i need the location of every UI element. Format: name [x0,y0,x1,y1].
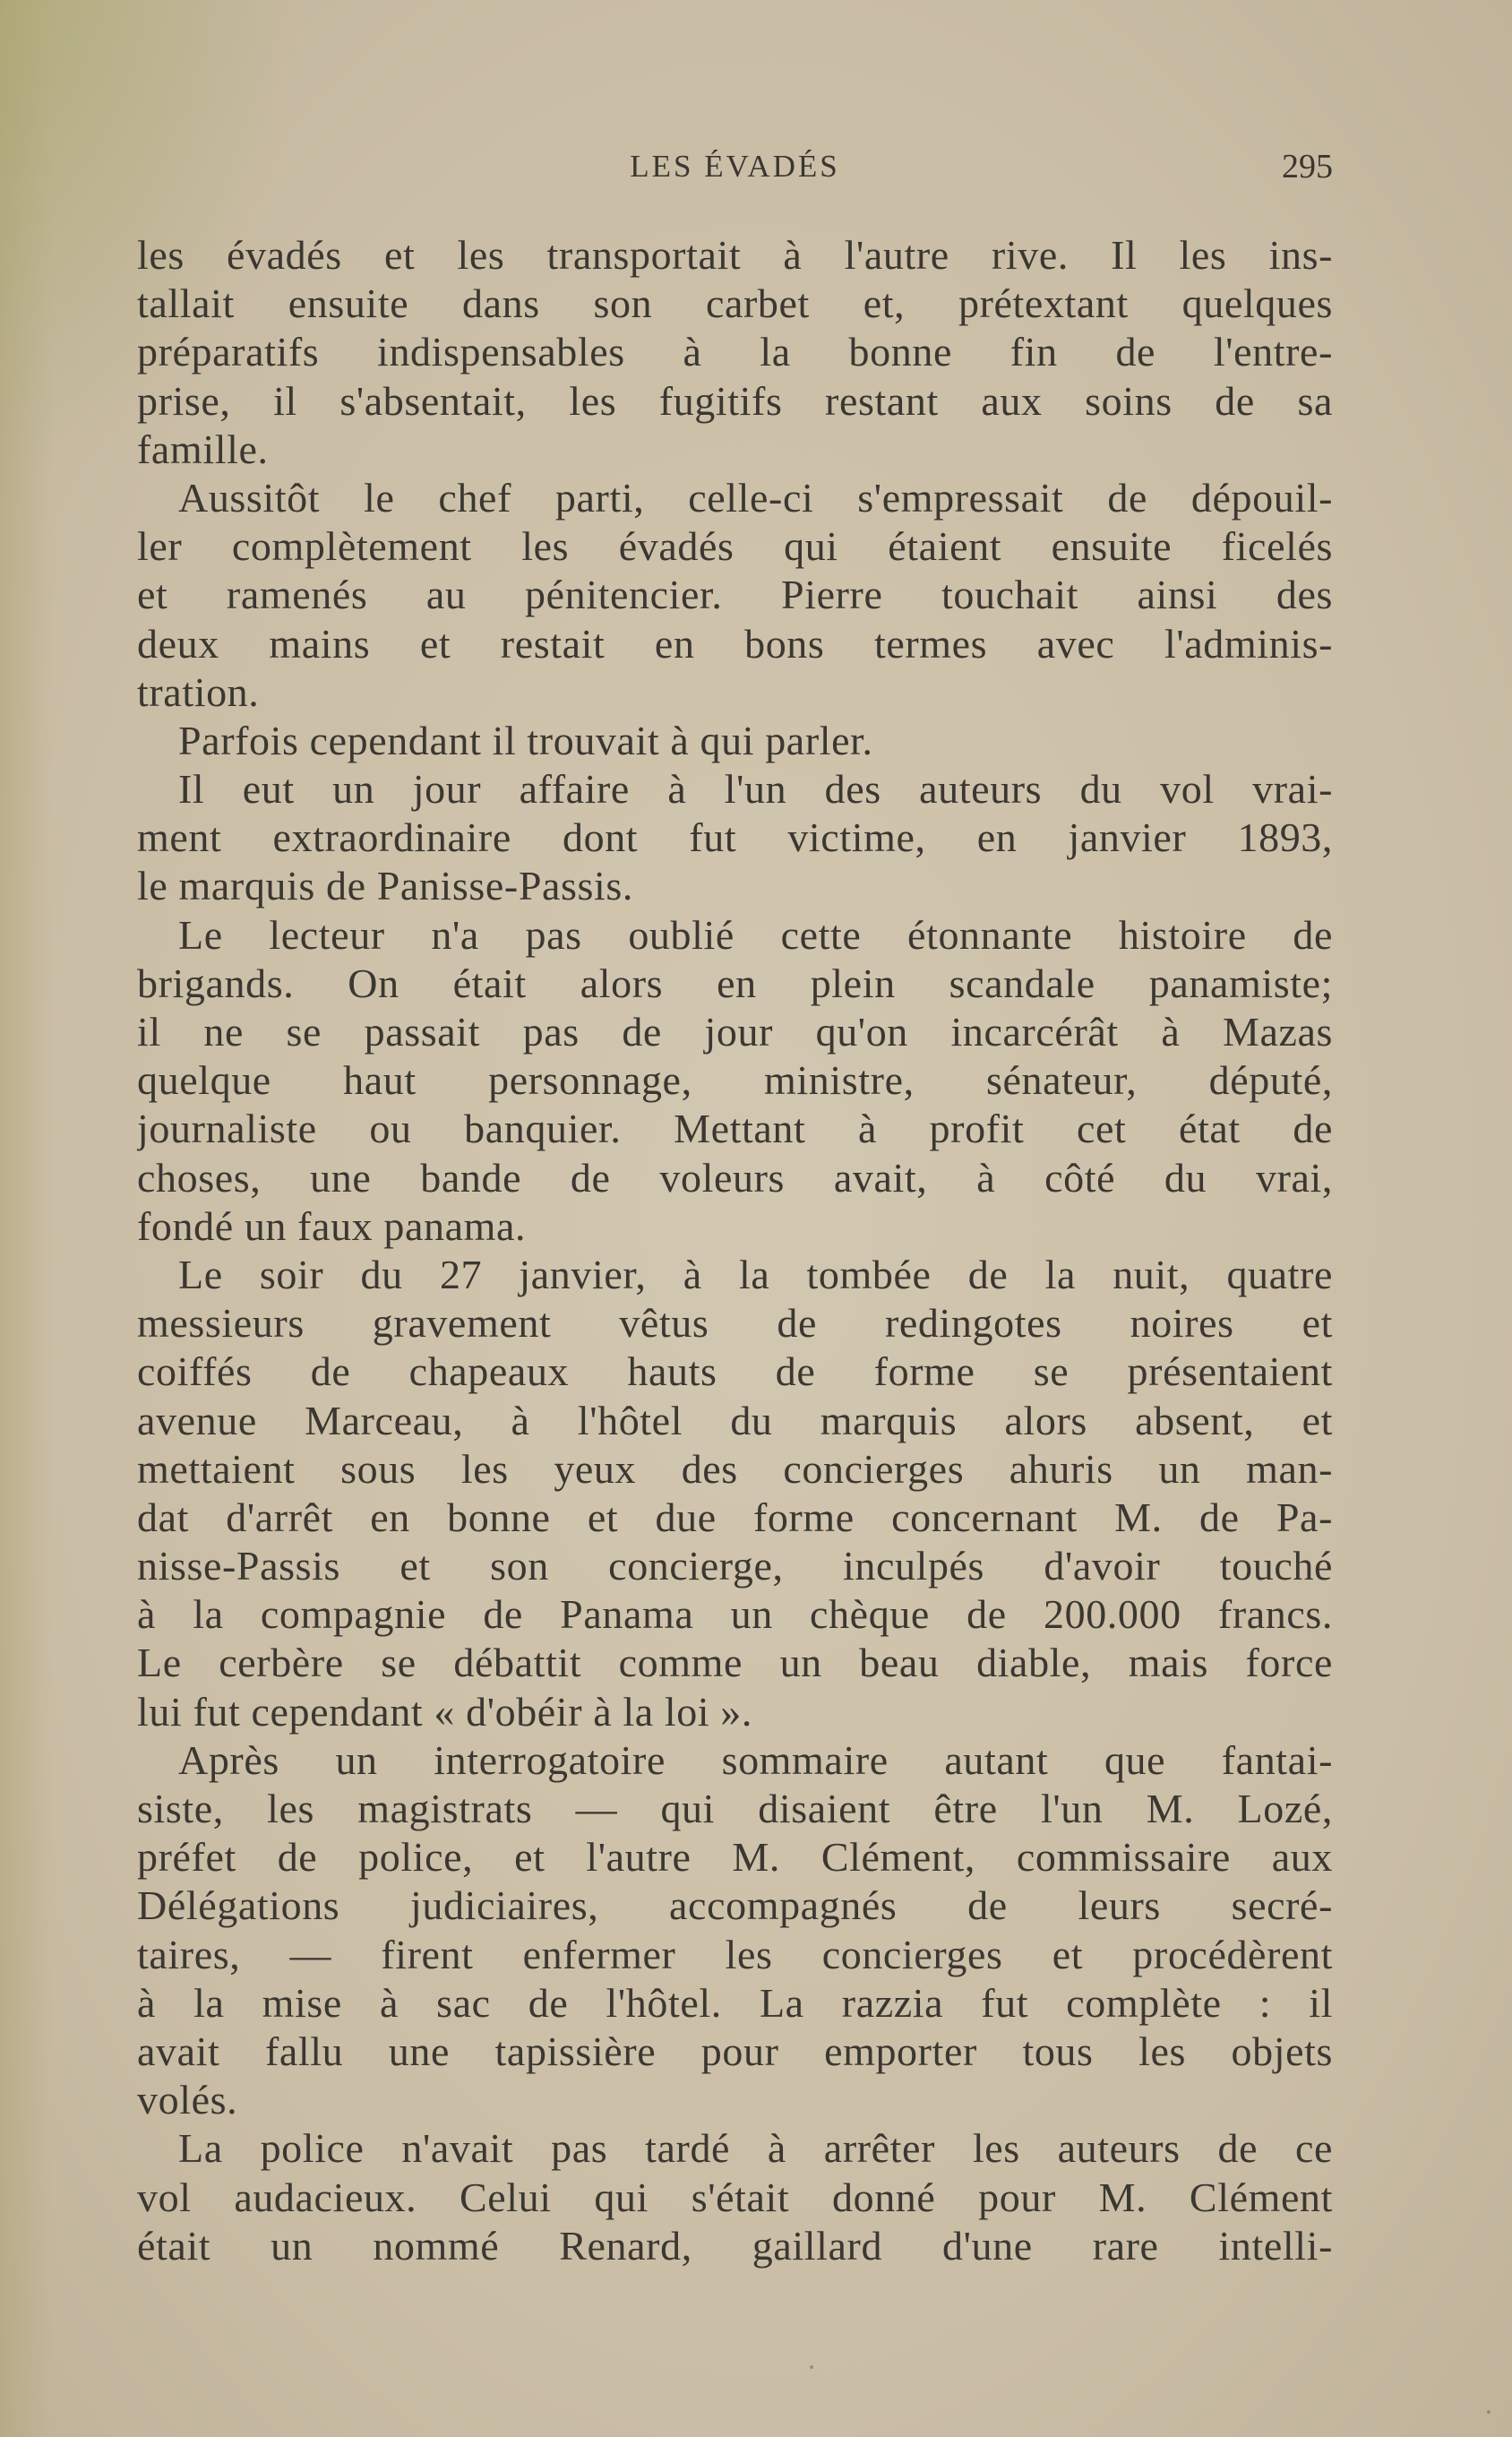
text-line: Après un interrogatoire sommaire autant que fantai- [178,1736,1333,1783]
text-line: et ramenés au pénitencier. Pierre touchait ainsi des [137,572,1333,618]
text-line: le marquis de Panisse-Passis. [137,863,634,909]
text-line: Le soir du 27 janvier, à la tombée de la nuit, quatre [178,1251,1333,1297]
text-line: La police n'avait pas tardé à arrêter les auteurs de ce [178,2125,1333,2172]
text-line: brigands. On était alors en plein scandale panamiste; [137,960,1333,1006]
text-line: ment extraordinaire dont fut victime, en janvier 1893, [137,814,1333,861]
text-line: à la compagnie de Panama un chèque de 200.000 francs. [137,1591,1333,1638]
body-text [137,231,1333,2270]
text-line: messieurs gravement vêtus de redingotes noires et [137,1300,1333,1347]
text-line: à la mise à sac de l'hôtel. La razzia fut complète : il [137,1979,1333,2026]
text-line: fondé un faux panama. [137,1202,527,1249]
text-line: avenue Marceau, à l'hôtel du marquis alors absent, et [137,1397,1333,1443]
running-title: LES ÉVADÉS [630,149,840,184]
text-line: Le lecteur n'a pas oublié cette étonnante histoire de [178,911,1333,958]
text-line: Il eut un jour affaire à l'un des auteurs du vol vrai- [178,766,1333,813]
text-line: avait fallu une tapissière pour emporter tous les objets [137,2028,1333,2074]
page-number: 295 [1282,148,1333,185]
paper-speck [1487,2410,1491,2414]
text-line: choses, une bande de voleurs avait, à côté du vrai, [137,1154,1333,1201]
text-line: famille. [137,426,269,472]
text-line: taires, — firent enfermer les concierges et procédèrent [137,1931,1333,1977]
text-line: coiffés de chapeaux hauts de forme se présentaient [137,1348,1333,1395]
text-line: Délégations judiciaires, accompagnés de leurs secré- [137,1882,1333,1929]
text-line: lui fut cependant « d'obéir à la loi ». [137,1688,752,1735]
running-header [137,143,1333,197]
text-line: tallait ensuite dans son carbet et, prétextant quelques [137,280,1333,327]
text-line: dat d'arrêt en bonne et due forme concernant M. de Pa- [137,1494,1333,1540]
text-line: quelque haut personnage, ministre, sénateur, député, [137,1057,1333,1104]
text-line: prise, il s'absentait, les fugitifs restant aux soins de sa [137,377,1333,424]
text-line: deux mains et restait en bons termes avec l'adminis- [137,620,1333,667]
text-line: ler complètement les évadés qui étaient ensuite ficelés [137,523,1333,570]
paper-speck [810,2365,813,2369]
text-line: les évadés et les transportait à l'autre rive. Il les ins- [137,232,1333,278]
text-line: volés. [137,2077,238,2123]
text-line: siste, les magistrats — qui disaient être l'un M. Lozé, [137,1786,1333,1831]
text-line: Aussitôt le chef parti, celle-ci s'empressait de dépouil- [178,474,1333,521]
text-line: journaliste ou banquier. Mettant à profit cet état de [137,1106,1333,1152]
text-line: nisse-Passis et son concierge, inculpés d'avoir touché [137,1543,1333,1589]
text-line: tration. [137,668,260,715]
text-line: vol audacieux. Celui qui s'était donné pour M. Clément [137,2174,1333,2220]
text-line: Le cerbère se débattit comme un beau diable, mais force [137,1640,1333,1686]
text-line: Parfois cependant il trouvait à qui parler. [178,717,873,763]
text-line: mettaient sous les yeux des concierges ahuris un man- [137,1445,1333,1492]
page-edge-shading [0,0,54,2437]
text-line: était un nommé Renard, gaillard d'une rare intelli- [137,2222,1333,2269]
text-line: préfet de police, et l'autre M. Clément, commissaire aux [137,1834,1333,1881]
text-line: préparatifs indispensables à la bonne fin de l'entre- [137,329,1333,375]
text-line: il ne se passait pas de jour qu'on incarcérât à Mazas [137,1009,1333,1055]
